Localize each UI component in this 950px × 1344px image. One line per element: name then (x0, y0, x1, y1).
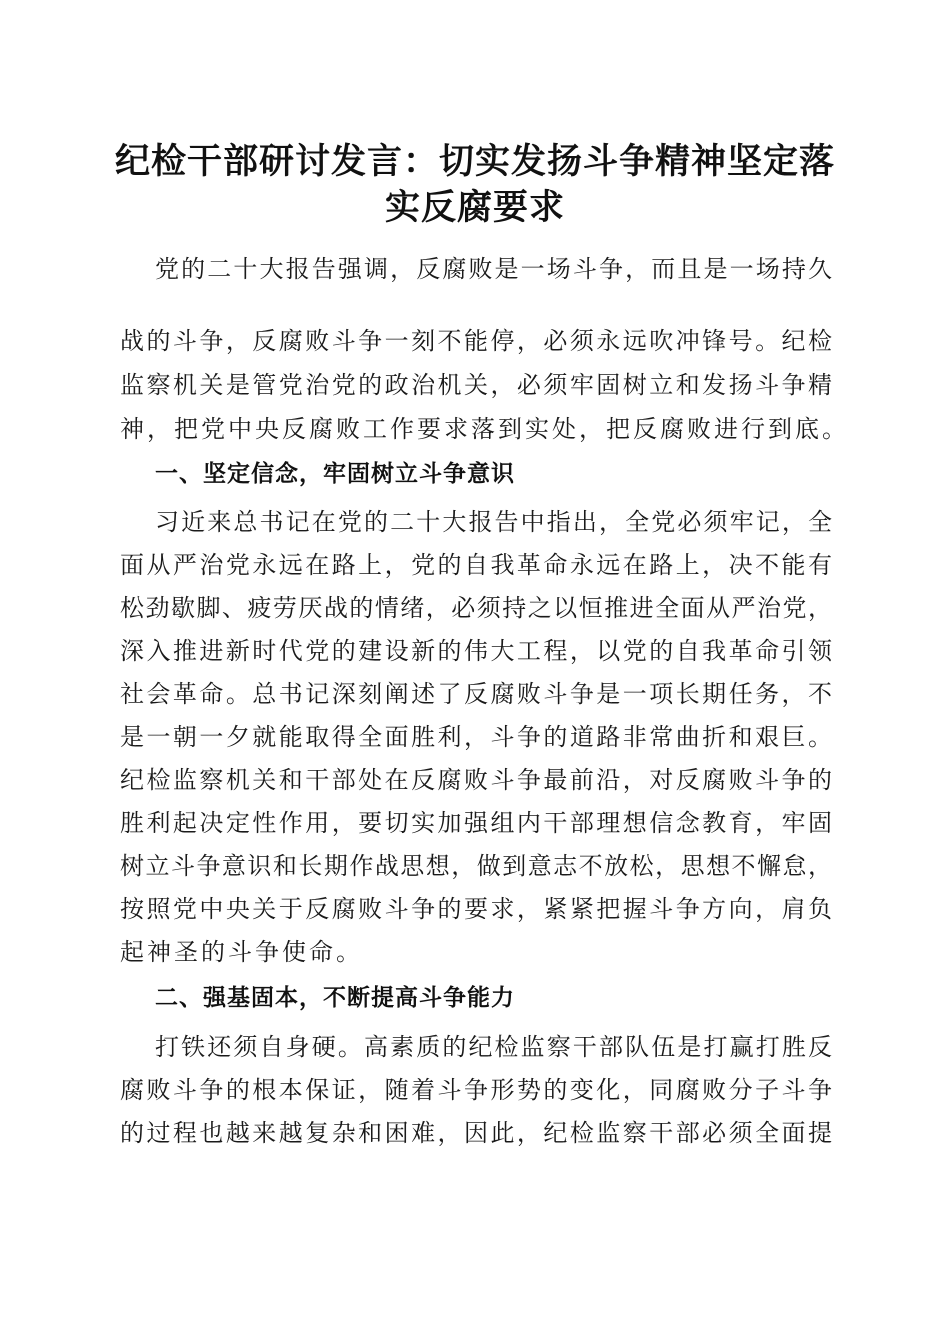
section-1-line: 是一朝一夕就能取得全面胜利，斗争的道路非常曲折和艰巨。 (120, 723, 832, 751)
intro-line-4: 神，把党中央反腐败工作要求落到实处，把反腐败进行到底。 (120, 415, 849, 443)
section-1-heading: 一、坚定信念，牢固树立斗争意识 (155, 461, 515, 487)
section-2-heading: 二、强基固本，不断提高斗争能力 (155, 985, 515, 1011)
section-1-line: 纪检监察机关和干部处在反腐败斗争最前沿，对反腐败斗争的 (120, 766, 832, 794)
intro-line-3: 监察机关是管党治党的政治机关，必须牢固树立和发扬斗争精 (120, 371, 832, 399)
section-1-line: 社会革命。总书记深刻阐述了反腐败斗争是一项长期任务，不 (120, 680, 832, 708)
section-2-line: 的过程也越来越复杂和困难，因此，纪检监察干部必须全面提 (120, 1119, 832, 1147)
intro-line-2: 战的斗争，反腐败斗争一刻不能停，必须永远吹冲锋号。纪检 (120, 327, 832, 355)
section-1-line: 按照党中央关于反腐败斗争的要求，紧紧把握斗争方向，肩负 (120, 895, 832, 923)
section-2-line: 打铁还须自身硬。高素质的纪检监察干部队伍是打赢打胜反 (155, 1033, 832, 1061)
section-1-line: 松劲歇脚、疲劳厌战的情绪，必须持之以恒推进全面从严治党， (120, 594, 832, 622)
section-1-line: 面从严治党永远在路上，党的自我革命永远在路上，决不能有 (120, 551, 832, 579)
section-1-line: 深入推进新时代党的建设新的伟大工程，以党的自我革命引领 (120, 637, 832, 665)
document-title-line-2: 实反腐要求 (384, 187, 565, 228)
intro-line-1: 党的二十大报告强调，反腐败是一场斗争，而且是一场持久 (155, 255, 832, 283)
section-1-line: 起神圣的斗争使命。 (120, 938, 363, 966)
section-1-line: 胜利起决定性作用，要切实加强组内干部理想信念教育，牢固 (120, 809, 832, 837)
section-1-line: 树立斗争意识和长期作战思想，做到意志不放松，思想不懈怠， (120, 852, 832, 880)
section-2-line: 腐败斗争的根本保证，随着斗争形势的变化，同腐败分子斗争 (120, 1076, 832, 1104)
section-1-line: 习近来总书记在党的二十大报告中指出，全党必须牢记，全 (155, 508, 832, 536)
document-title-line-1: 纪检干部研讨发言：切实发扬斗争精神坚定落 (114, 141, 835, 182)
